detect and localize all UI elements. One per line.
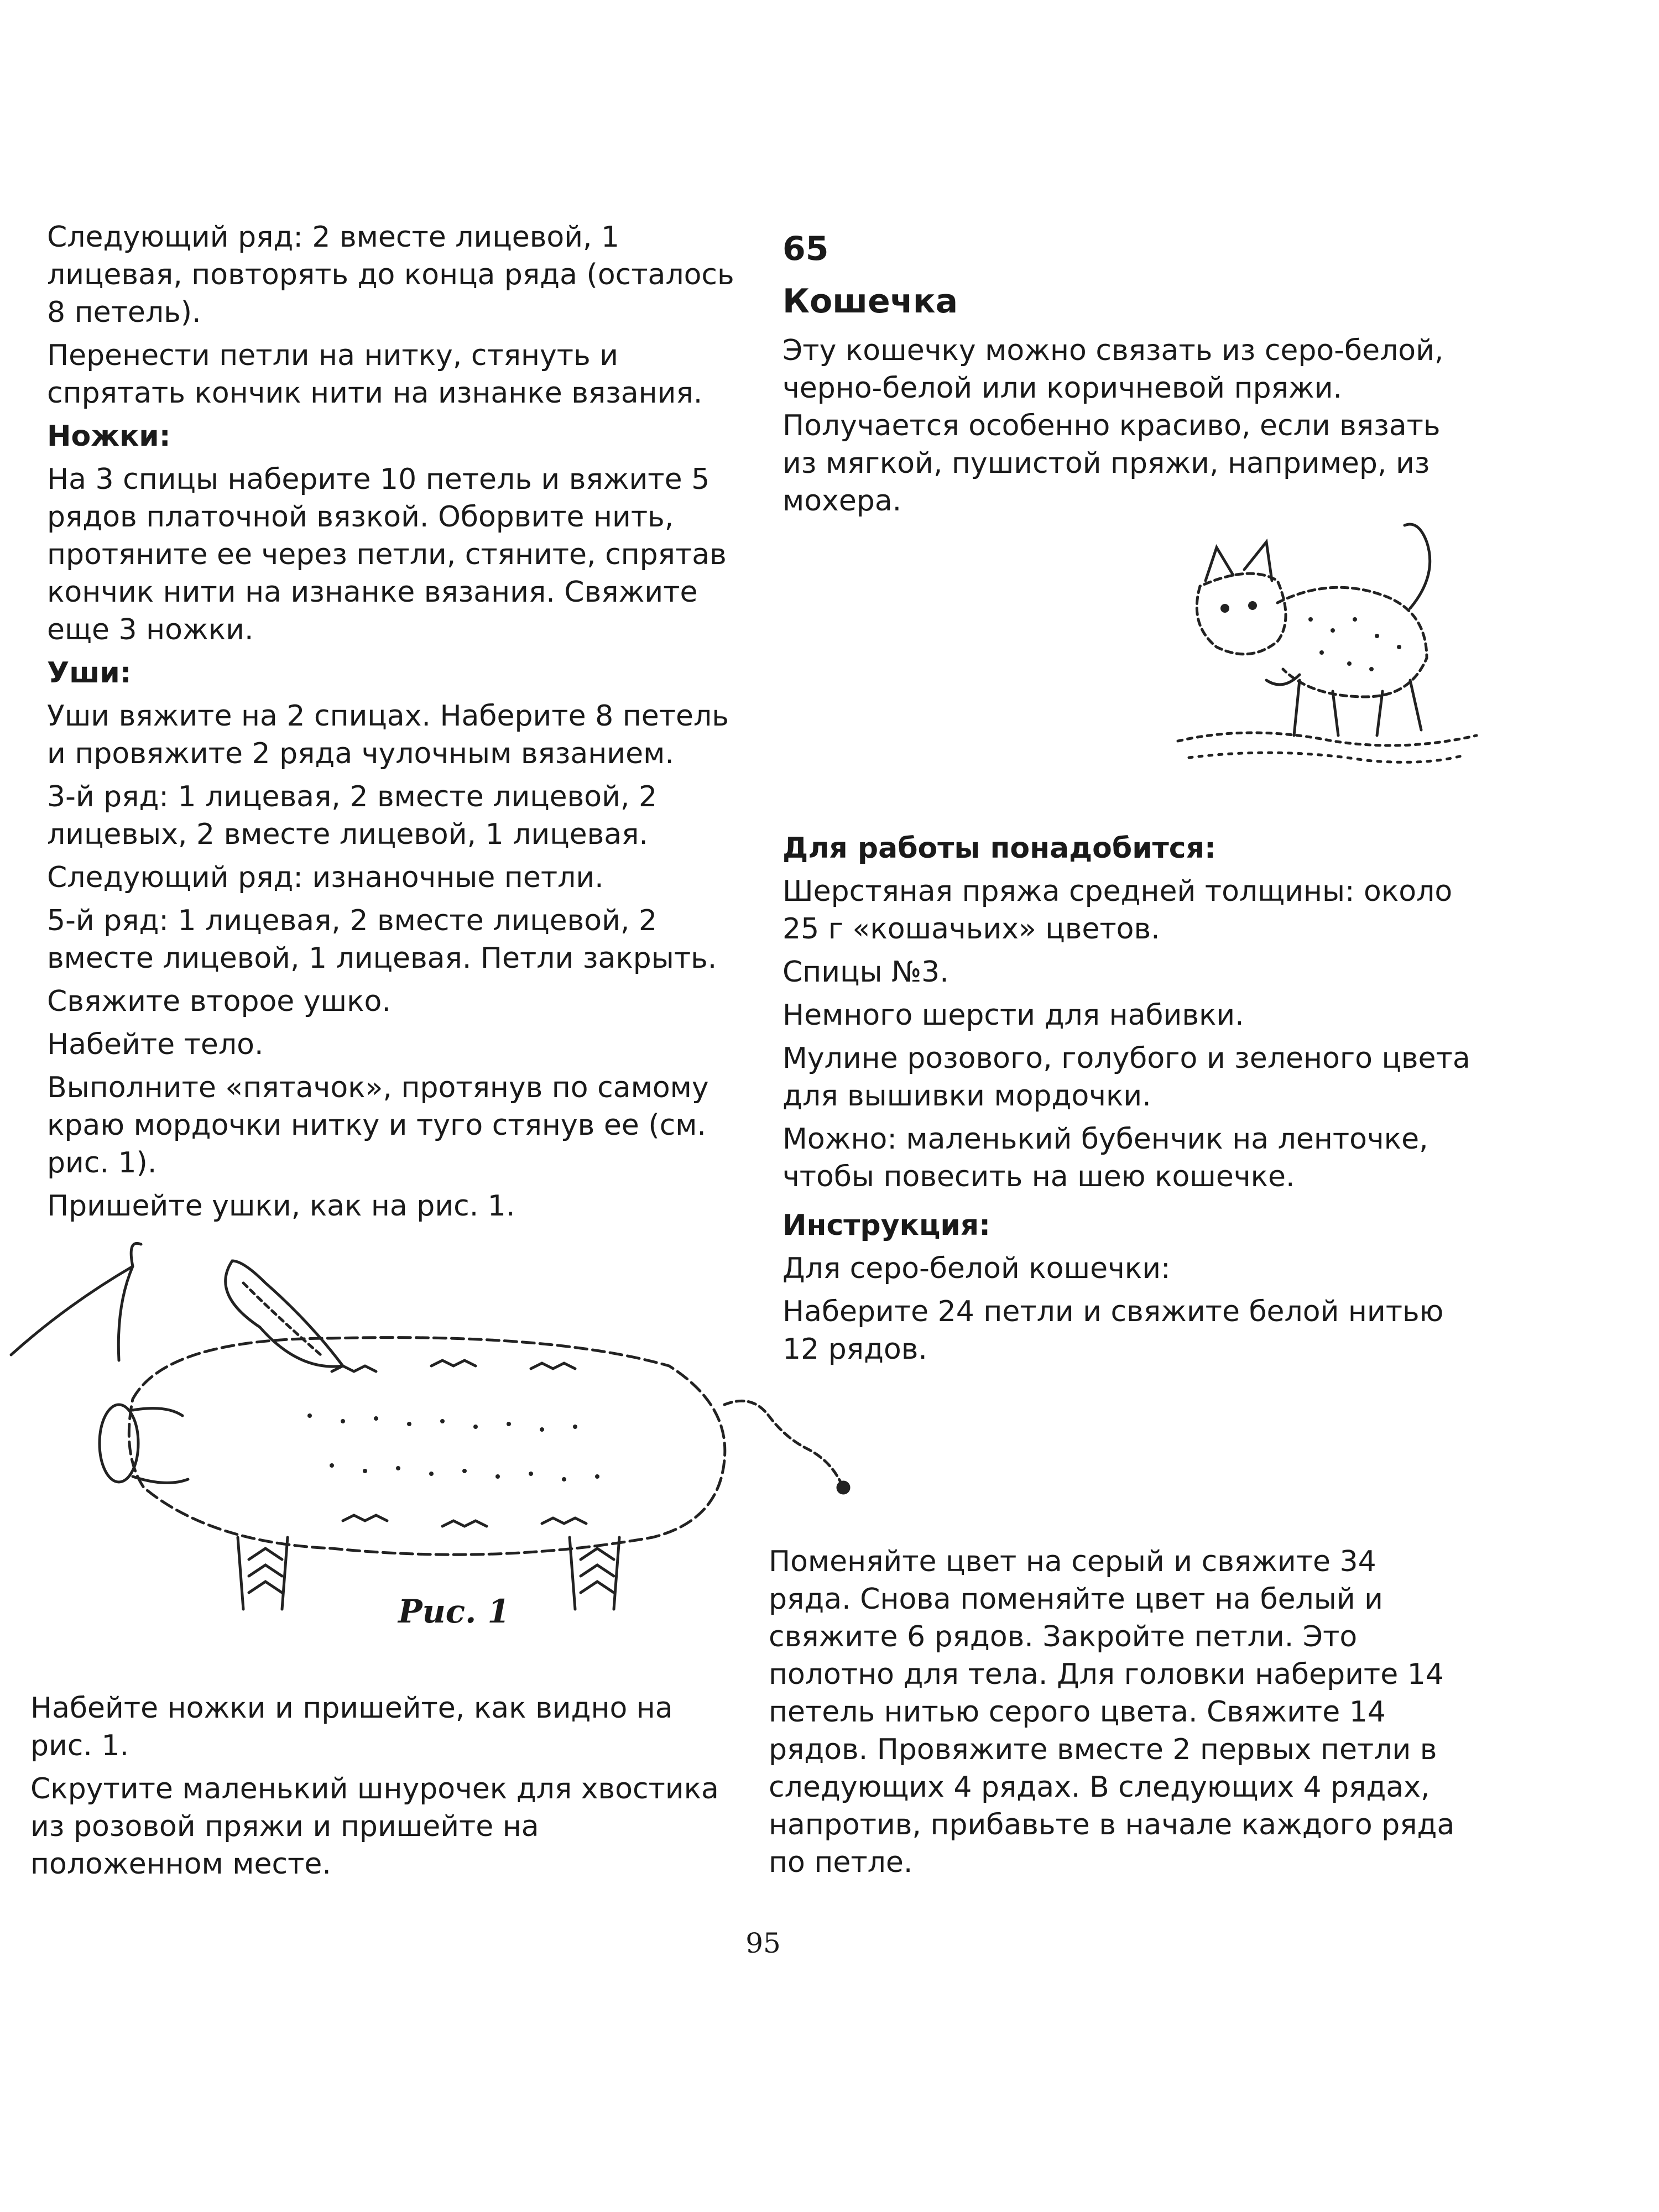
paragraph: Перенести петли на нитку, стянуть и спрятать кончик нити на изнанке вязания.: [47, 339, 703, 410]
paragraph: Уши вяжите на 2 спицах. Наберите 8 петель и провяжите 2 ряда чулочным вязанием.: [47, 700, 729, 770]
instruction-item: Для серо-белой кошечки:: [782, 1252, 1171, 1285]
paragraph: На 3 спицы наберите 10 петель и вяжите 5 рядов платочной вязкой. Оборвите нить, протяните ее через петли, стяните, спрятав кончик нити на изнанке вязания. Свяжите еще 3 ножки.: [47, 463, 727, 646]
left-column-top: [47, 218, 744, 1230]
paragraph: Скрутите маленький шнурочек для хвостика из розовой пряжи и пришейте на положенном месте.: [30, 1772, 719, 1881]
materials-heading: Для работы понадобится:: [782, 832, 1216, 865]
ears-heading: Уши:: [47, 656, 132, 690]
instruction-item: Наберите 24 петли и свяжите белой нитью 12 рядов.: [782, 1295, 1444, 1366]
intro-paragraph: Эту кошечку можно связать из серо-белой, черно-белой или коричневой пряжи. Получается особенно красиво, если вязать из мягкой, пушистой пряжи, например, из мохера.: [782, 334, 1444, 518]
paragraph: Набейте ножки и пришейте, как видно на рис. 1.: [30, 1692, 673, 1762]
paragraph: Следующий ряд: изнаночные петли.: [47, 861, 604, 894]
paragraph: Пришейте ушки, как на рис. 1.: [47, 1190, 515, 1223]
paragraph: 5-й ряд: 1 лицевая, 2 вместе лицевой, 2 вместе лицевой, 1 лицевая. Петли закрыть.: [47, 904, 717, 975]
cat-illustration: [1167, 514, 1488, 774]
material-item: Мулине розового, голубого и зеленого цвета для вышивки мордочки.: [782, 1042, 1470, 1113]
material-item: Немного шерсти для набивки.: [782, 999, 1244, 1032]
paragraph: Поменяйте цвет на серый и свяжите 34 ряда. Снова поменяйте цвет на белый и свяжите 6 рядов. Закройте петли. Это полотно для тела. Для головки наберите 14 петель нитью серого цвета. Свяжите 14 рядов. Провяжите вместе 2 первых петли в следующих 4 рядах. В следующих 4 рядах, напротив, прибавьте в начале каждого ряда по петле.: [769, 1545, 1455, 1879]
recipe-number: 65: [782, 229, 829, 268]
pig-illustration: [0, 1228, 896, 1626]
material-item: Шерстяная пряжа средней толщины: около 25 г «кошачьих» цветов.: [782, 875, 1453, 946]
recipe-title: Кошечка: [782, 282, 958, 321]
right-column-bottom: [769, 1543, 1465, 1887]
paragraph: Следующий ряд: 2 вместе лицевой, 1 лицевая, повторять до конца ряда (осталось 8 петель).: [47, 221, 734, 329]
material-item: Можно: маленький бубенчик на ленточке, чтобы повесить на шею кошечке.: [782, 1123, 1428, 1193]
legs-heading: Ножки:: [47, 420, 171, 453]
paragraph: Выполните «пятачок», протянув по самому краю мордочки нитку и туго стянув ее (см. рис. 1).: [47, 1071, 709, 1180]
figure-caption: Рис. 1: [398, 1593, 510, 1630]
left-column-bottom: [30, 1689, 727, 1888]
instructions-heading: Инструкция:: [782, 1209, 990, 1242]
paragraph: 3-й ряд: 1 лицевая, 2 вместе лицевой, 2 лицевых, 2 вместе лицевой, 1 лицевая.: [47, 780, 658, 851]
page-number: 95: [745, 1927, 781, 1959]
right-column-top: [782, 227, 1479, 1374]
material-item: Спицы №3.: [782, 956, 949, 989]
paragraph: Набейте тело.: [47, 1028, 264, 1061]
paragraph: Свяжите второе ушко.: [47, 985, 391, 1018]
